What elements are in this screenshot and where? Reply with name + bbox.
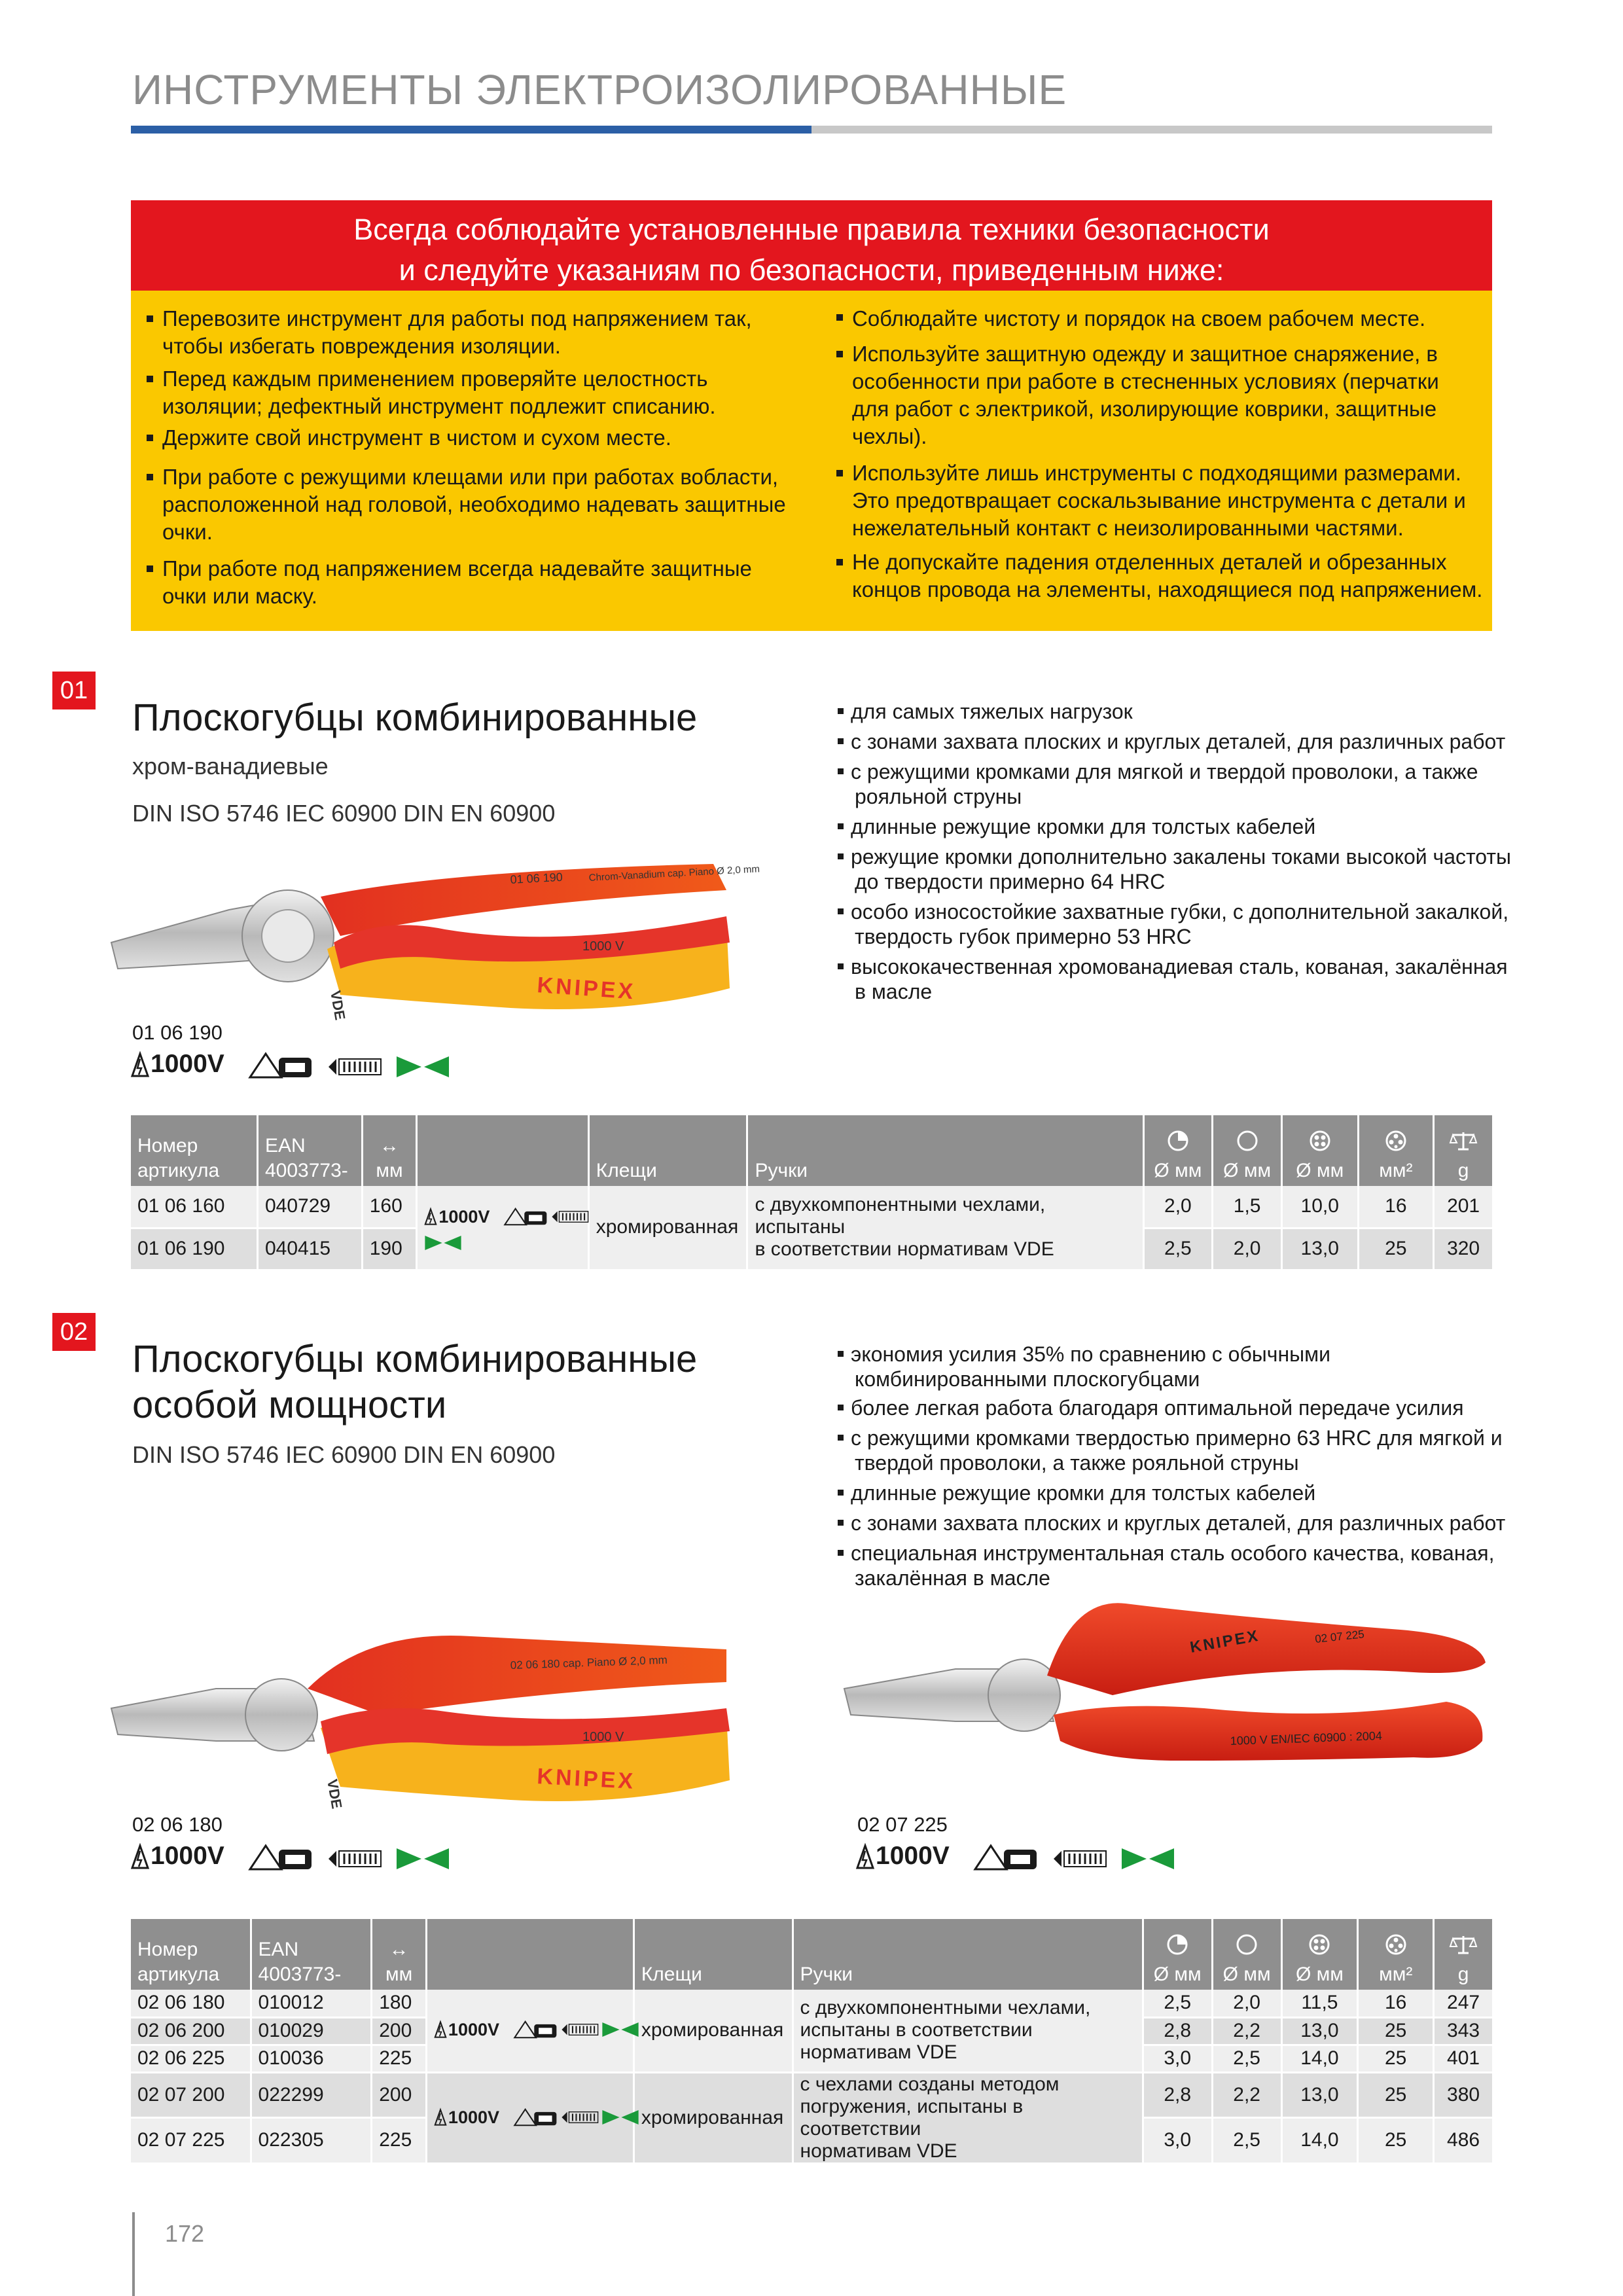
icons-cell xyxy=(426,2072,633,2163)
pliers-print: 02 06 180 cap. Piano Ø 2,0 mm xyxy=(510,1653,668,1672)
table-row: 02 06 200 010029 200 2,8 2,2 13,0 25 343 xyxy=(131,2017,1492,2045)
icons-cell xyxy=(417,1186,588,1270)
cutting-edge-icon xyxy=(601,2021,639,2038)
feature-item: длинные режущие кромки для толстых кабелей xyxy=(851,815,1316,838)
table-row: 01 06 190 040415 190 2,5 2,0 13,0 25 320 xyxy=(131,1228,1492,1270)
table-row: 02 06 225 010036 225 3,0 2,5 14,0 25 401 xyxy=(131,2045,1492,2072)
feature-item: длинные режущие кромки для толстых кабелей xyxy=(851,1481,1316,1505)
page-number: 172 xyxy=(165,2220,205,2247)
safety-note: Перед каждым применением проверяйте целостность изоляции; дефектный инструмент подлежит списанию. xyxy=(162,365,716,420)
spec-table: Номер артикула EAN 4003773- ↔ мм Клещи Ручки Ø мм Ø мм Ø мм мм² g 02 06 180 010012 180 1000V хромированная с двухкомпонентными чехлами, испытаны в соответствии нормативам VDE 2,5 2,0 11,5 16 247 02 06 200 010029 200 2,8 2,2 13,0 25 343 02 06 225 010036 225 3,0 2,5 14,0 25 401 02 07 200 022299 200 1000V хромированная с чехлами созданы методом погружения, испытаны в соответствии нормативам VDE 2,8 2,2 13,0 25 380 02 07 225 022305 225 3,0 2,5 14,0 25 486 xyxy=(131,1919,1492,2164)
cutting-edge-icon xyxy=(395,1847,450,1871)
hardness-scale-icon xyxy=(327,1847,382,1871)
table-row: 02 07 225 022305 225 3,0 2,5 14,0 25 486 xyxy=(131,2118,1492,2164)
voltage-label: 1000V xyxy=(438,1207,490,1227)
cutting-edge-icon xyxy=(601,2109,639,2126)
knipex-logo: KNIPEX xyxy=(536,1764,636,1794)
knipex-logo: KNIPEX xyxy=(1188,1626,1261,1657)
product-standards: DIN ISO 5746 IEC 60900 DIN EN 60900 xyxy=(132,800,556,827)
article-code: 02 07 225 xyxy=(857,1813,948,1836)
article-code: 02 06 180 xyxy=(132,1813,223,1836)
hardness-scale-icon xyxy=(551,1208,589,1225)
hardness-scale-icon xyxy=(561,2021,599,2038)
page-margin-rule xyxy=(132,2212,135,2296)
table-row: 02 07 200 022299 200 1000V хромированная с чехлами созданы методом погружения, испытаны в соответствии нормативам VDE 2,8 2,2 13,0 25 380 xyxy=(131,2072,1492,2118)
stranded-cable-icon xyxy=(1385,1933,1407,1956)
feature-item: с режущими кромками для мягкой и твердой проволоки, а также рояльной струны xyxy=(851,760,1478,808)
voltage-label: 1000V xyxy=(448,2020,499,2040)
weight-scale-icon xyxy=(1450,1933,1476,1956)
table-row: 01 06 160 040729 160 1000V хромированная с двухкомпонентными чехлами, испытаны в соответствии нормативам VDE 2,0 1,5 10,0 16 201 xyxy=(131,1186,1492,1228)
safety-note: При работе с режущими клещами или при работах вобласти, расположенной над головой, необходимо надевать защитные очки. xyxy=(162,463,786,546)
lightning-triangle-icon xyxy=(424,1208,437,1225)
feature-item: экономия усилия 35% по сравнению с обычными комбинированными плоскогубцами xyxy=(851,1342,1331,1391)
voltage-label: 1000V xyxy=(151,1050,224,1078)
lightning-triangle-icon xyxy=(856,1844,874,1869)
article-code: 01 06 190 xyxy=(132,1021,223,1044)
lightning-triangle-icon xyxy=(434,2021,447,2038)
feature-item: более легкая работа благодаря оптимальной передаче усилия xyxy=(851,1396,1464,1420)
section-number: 02 xyxy=(52,1313,96,1351)
cable-icon xyxy=(1309,1130,1331,1152)
product-title: Плоскогубцы комбинированные xyxy=(132,696,698,739)
soft-wire-icon xyxy=(1166,1933,1188,1956)
feature-item: для самых тяжелых нагрузок xyxy=(851,700,1133,723)
length-arrow-icon: ↔ xyxy=(380,1135,400,1157)
safety-heading-line-2: и следуйте указаниям по безопасности, приведенным ниже: xyxy=(399,253,1224,287)
icons-cell xyxy=(426,1990,633,2072)
safety-note: Используйте защитную одежду и защитное снаряжение, в особенности при работе в стесненных условиях (перчатки для работ с электрикой, изолирующие коврики, защитные чехлы). xyxy=(852,340,1439,450)
section-number: 01 xyxy=(52,672,96,709)
pliers-print: 01 06 190 xyxy=(510,870,563,886)
table-row: 02 06 180 010012 180 1000V хромированная с двухкомпонентными чехлами, испытаны в соответствии нормативам VDE 2,5 2,0 11,5 16 247 xyxy=(131,1990,1492,2017)
hardness-scale-icon xyxy=(327,1055,382,1079)
lightning-triangle-icon xyxy=(434,2109,447,2126)
header-rule-blue xyxy=(131,126,812,134)
cutting-edge-icon xyxy=(1120,1847,1175,1871)
feature-item: с зонами захвата плоских и круглых деталей, для различных работ xyxy=(851,1511,1506,1535)
length-arrow-icon: ↔ xyxy=(389,1939,409,1960)
safety-note: При работе под напряжением всегда надевайте защитные очки или маску. xyxy=(162,555,752,610)
soft-wire-icon xyxy=(1167,1130,1189,1152)
cutting-edge-icon xyxy=(395,1055,450,1079)
safety-note: Используйте лишь инструменты с подходящими размерами. Это предотвращает соскальзывание инструмента с детали и нежелательный контакт с неизолированными частями. xyxy=(852,459,1466,542)
feature-item: специальная инструментальная сталь особого качества, кованая, закалённая в масле xyxy=(851,1541,1495,1590)
pliers-print: 1000 V EN/IEC 60900 : 2004 xyxy=(1230,1729,1383,1748)
gs-vde-icon xyxy=(972,1843,1041,1872)
hardness-scale-icon xyxy=(561,2109,599,2126)
header-rule-grey xyxy=(812,126,1492,134)
lightning-triangle-icon xyxy=(131,1052,149,1077)
product-subtitle: хром-ванадиевые xyxy=(132,753,329,780)
knipex-logo: KNIPEX xyxy=(536,973,637,1005)
safety-note: Перевозите инструмент для работы под напряжением так, чтобы избегать повреждения изоляции. xyxy=(162,305,752,360)
weight-scale-icon xyxy=(1450,1130,1476,1152)
feature-item: режущие кромки дополнительно закалены токами высокой частоты до твердости примерно 64 HRC xyxy=(851,845,1512,893)
pliers-image xyxy=(105,1617,733,1813)
hardness-scale-icon xyxy=(1052,1847,1107,1871)
gs-vde-icon xyxy=(247,1843,315,1872)
pliers-image-dipped xyxy=(838,1590,1492,1813)
feature-item: особо износостойкие захватные губки, с дополнительной закалкой, твердость губок примерно 53 HRC xyxy=(851,900,1509,948)
feature-item: с режущими кромками твердостью примерно 63 HRC для мягкой и твердой проволоки, а также рояльной струны xyxy=(851,1426,1503,1475)
product-standards: DIN ISO 5746 IEC 60900 DIN EN 60900 xyxy=(132,1441,556,1468)
gs-vde-icon xyxy=(512,2108,560,2127)
lightning-triangle-icon xyxy=(131,1844,149,1869)
product-title: Плоскогубцы комбинированные особой мощности xyxy=(132,1338,698,1426)
safety-note: Держите свой инструмент в чистом и сухом месте. xyxy=(162,424,671,452)
vde-mark: VDE xyxy=(327,989,349,1022)
pliers-print: 02 07 225 xyxy=(1314,1628,1365,1645)
safety-heading xyxy=(131,200,1492,291)
cable-icon xyxy=(1308,1933,1330,1956)
pliers-print: 1000 V xyxy=(582,1730,624,1744)
feature-item: высококачественная хромованадиевая сталь, кованая, закалённая в масле xyxy=(851,955,1508,1003)
safety-note: Соблюдайте чистоту и порядок на своем рабочем месте. xyxy=(852,305,1425,332)
pliers-image xyxy=(105,844,760,1034)
pliers-print: 1000 V xyxy=(582,939,624,954)
spec-table: Номер артикула EAN 4003773- ↔ мм Клещи Ручки Ø мм Ø мм Ø мм мм² g 01 06 160 040729 160 1000V хромированная с двухкомпонентными чехлами, испытаны в соответствии нормативам VDE 2,0 1,5 10,0 16 201 01 06 190 040415 190 2,5 2,0 13,0 25 320 xyxy=(131,1115,1492,1271)
voltage-label: 1000V xyxy=(448,2107,499,2127)
gs-vde-icon xyxy=(503,1207,550,1227)
gs-vde-icon xyxy=(247,1051,315,1080)
voltage-label: 1000V xyxy=(151,1842,224,1870)
hard-wire-icon xyxy=(1236,1933,1258,1956)
vde-mark: VDE xyxy=(324,1778,346,1810)
stranded-cable-icon xyxy=(1385,1130,1407,1152)
pliers-print: Chrom-Vanadium cap. Piano Ø 2,0 mm xyxy=(588,863,760,884)
section-title: ИНСТРУМЕНТЫ ЭЛЕКТРОИЗОЛИРОВАННЫЕ xyxy=(132,66,1067,113)
safety-heading-line-1: Всегда соблюдайте установленные правила техники безопасности xyxy=(353,213,1270,246)
voltage-label: 1000V xyxy=(876,1842,950,1870)
safety-note: Не допускайте падения отделенных деталей и обрезанных концов провода на элементы, находящиеся под напряжением. xyxy=(852,548,1482,603)
feature-item: с зонами захвата плоских и круглых деталей, для различных работ xyxy=(851,730,1506,753)
gs-vde-icon xyxy=(512,2020,560,2039)
cutting-edge-icon xyxy=(424,1234,462,1251)
hard-wire-icon xyxy=(1236,1130,1258,1152)
